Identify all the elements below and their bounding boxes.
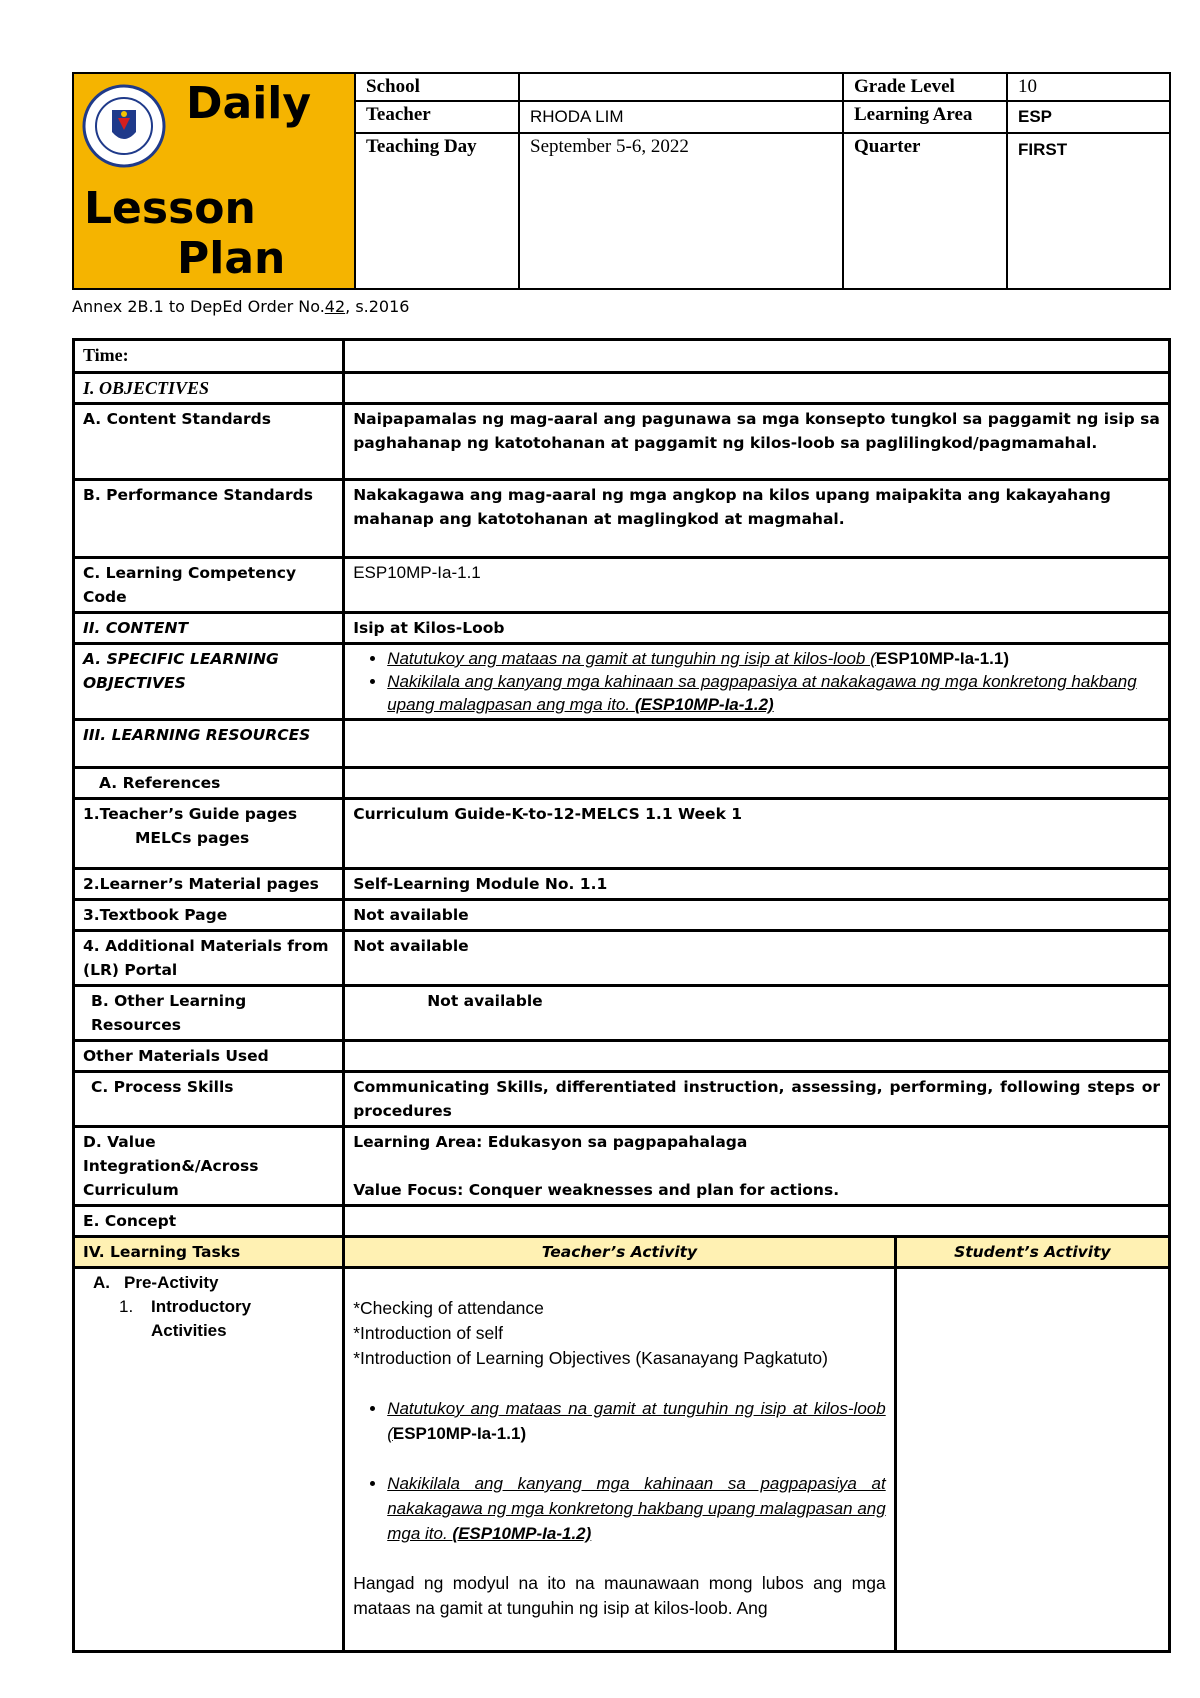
learning-resources-label: III. LEARNING RESOURCES (74, 720, 344, 768)
table-row (74, 1206, 1170, 1237)
teaching-day-label: Teaching Day (356, 134, 520, 288)
other-learning-resources-value: Not available (344, 986, 1170, 1041)
teacher-label: Teacher (356, 102, 520, 134)
table-row (74, 404, 1170, 480)
grade-value: 10 (1008, 74, 1169, 102)
table-row (74, 986, 1170, 1041)
title-daily: Daily (186, 78, 312, 129)
value-integration-value: Learning Area: Edukasyon sa pagpapahalaga Value Focus: Conquer weaknesses and plan for actions. (344, 1127, 1170, 1206)
teachers-activity-cell: *Checking of attendance *Introduction of self *Introduction of Learning Objectives (Kasanayang Pagkatuto) • Natutukoy ang mataas na gamit at tunguhin ng isip at kilos-loob (ESP10MP-Ia-1.1) • Nakikilala ang kanyang mga kahinaan sa pagpapasiya at nakakagawa ng mga konkretong hakbang upang malagpasan ang mga ito. (ESP10MP-Ia-1.2) Hangad ng modyul na ito na maunawaan mong lubos ang mga mataas na gamit at tunguhin ng isip at kilos-loob. Ang (344, 1268, 896, 1652)
deped-seal-icon (82, 84, 166, 168)
textbook-label: 3.Textbook Page (74, 900, 344, 931)
other-learning-resources-label: B. Other Learning Resources (74, 986, 344, 1041)
grade-label: Grade Level (844, 74, 1008, 102)
table-row (74, 558, 1170, 613)
table-row (74, 1268, 1170, 1652)
objective-item: • Nakikilala ang kanyang mga kahinaan sa pagpapasiya at nakakagawa ng mga konkretong hakbang upang malagpasan ang mga ito. (ESP10MP-Ia-1.2) (387, 670, 1160, 716)
content-value: Isip at Kilos-Loob (344, 613, 1170, 644)
objective-item: • Nakikilala ang kanyang mga kahinaan sa pagpapasiya at nakakagawa ng mga konkretong hakbang upang malagpasan ang mga ito. (ESP10MP-Ia-1.2) (387, 1471, 886, 1546)
table-row (74, 869, 1170, 900)
time-value (344, 340, 1170, 373)
header-box (72, 72, 1171, 290)
content-label: II. CONTENT (74, 613, 344, 644)
students-activity-cell (895, 1268, 1169, 1652)
learning-area-value: ESP (1008, 102, 1169, 134)
additional-materials-label: 4. Additional Materials from (LR) Portal (74, 931, 344, 986)
teaching-day-value: September 5-6, 2022 (520, 134, 844, 288)
table-row (74, 768, 1170, 799)
objective-item: • Natutukoy ang mataas na gamit at tunguhin ng isip at kilos-loob (ESP10MP-Ia-1.1) (387, 1396, 886, 1446)
title-panel (74, 74, 356, 288)
quarter-value: FIRST (1018, 140, 1068, 159)
annex-note: Annex 2B.1 to DepEd Order No.42, s.2016 (72, 297, 410, 316)
table-row (74, 644, 1170, 720)
pre-activity-cell: A. Pre-Activity 1. Introductory Activities (74, 1268, 344, 1652)
additional-materials-value: Not available (344, 931, 1170, 986)
quarter-label: Quarter (844, 134, 1008, 288)
performance-standards-value: Nakakagawa ang mag-aaral ng mga angkop na kilos upang maipakita ang kakayahang mahanap ang katotohanan at maglingkod at magmahal. (344, 480, 1170, 558)
students-activity-header: Student’s Activity (895, 1237, 1169, 1268)
concept-label: E. Concept (74, 1206, 344, 1237)
school-label: School (356, 74, 520, 102)
table-row (74, 1237, 1170, 1268)
table-row (74, 900, 1170, 931)
learning-tasks-label: IV. Learning Tasks (74, 1237, 344, 1268)
table-row (74, 613, 1170, 644)
process-skills-value: Communicating Skills, differentiated instruction, assessing, performing, following steps or procedures (344, 1072, 1170, 1127)
competency-code-label: C. Learning Competency Code (74, 558, 344, 613)
learners-material-value: Self-Learning Module No. 1.1 (344, 869, 1170, 900)
table-row (74, 340, 1170, 373)
teachers-guide-value: Curriculum Guide-K-to-12-MELCS 1.1 Week 1 (344, 799, 1170, 869)
table-row (74, 720, 1170, 768)
process-skills-label: C. Process Skills (74, 1072, 344, 1127)
learning-area-label: Learning Area (844, 102, 1008, 134)
table-row (74, 373, 1170, 404)
learners-material-label: 2.Learner’s Material pages (74, 869, 344, 900)
title-lesson: Lesson (84, 183, 256, 234)
specific-objectives-value (344, 644, 1170, 720)
value-integration-label: D. Value Integration&/Across Curriculum (74, 1127, 344, 1206)
specific-objectives-label: A. SPECIFIC LEARNING OBJECTIVES (74, 644, 344, 720)
content-standards-value: Naipapamalas ng mag-aaral ang pagunawa sa mga konsepto tungkol sa paggamit ng isip sa paghahanap ng katotohanan at paggamit ng kilos-loob sa paglilingkod/pagmamahal. (344, 404, 1170, 480)
table-row (74, 1072, 1170, 1127)
other-materials-label: Other Materials Used (74, 1041, 344, 1072)
school-value (520, 74, 844, 102)
references-label: A. References (74, 768, 344, 799)
performance-standards-label: B. Performance Standards (74, 480, 344, 558)
table-row (74, 1127, 1170, 1206)
table-row (74, 1041, 1170, 1072)
teachers-activity-header: Teacher’s Activity (344, 1237, 896, 1268)
teachers-guide-label: 1.Teacher’s Guide pages MELCs pages (74, 799, 344, 869)
table-row (74, 799, 1170, 869)
teacher-value: RHODA LIM (520, 102, 844, 134)
objectives-label: I. OBJECTIVES (74, 373, 344, 404)
table-row (74, 480, 1170, 558)
table-row (74, 931, 1170, 986)
time-label: Time: (74, 340, 344, 373)
competency-code-value: ESP10MP-Ia-1.1 (344, 558, 1170, 613)
textbook-value: Not available (344, 900, 1170, 931)
module-paragraph: Hangad ng modyul na ito na maunawaan mong lubos ang mga mataas na gamit at tunguhin ng isip at kilos-loob. Ang (353, 1573, 886, 1618)
lesson-plan-table (72, 338, 1171, 1653)
title-plan: Plan (177, 233, 286, 284)
content-standards-label: A. Content Standards (74, 404, 344, 480)
objective-item: • Natutukoy ang mataas na gamit at tunguhin ng isip at kilos-loob (ESP10MP-Ia-1.1) (387, 647, 1160, 670)
